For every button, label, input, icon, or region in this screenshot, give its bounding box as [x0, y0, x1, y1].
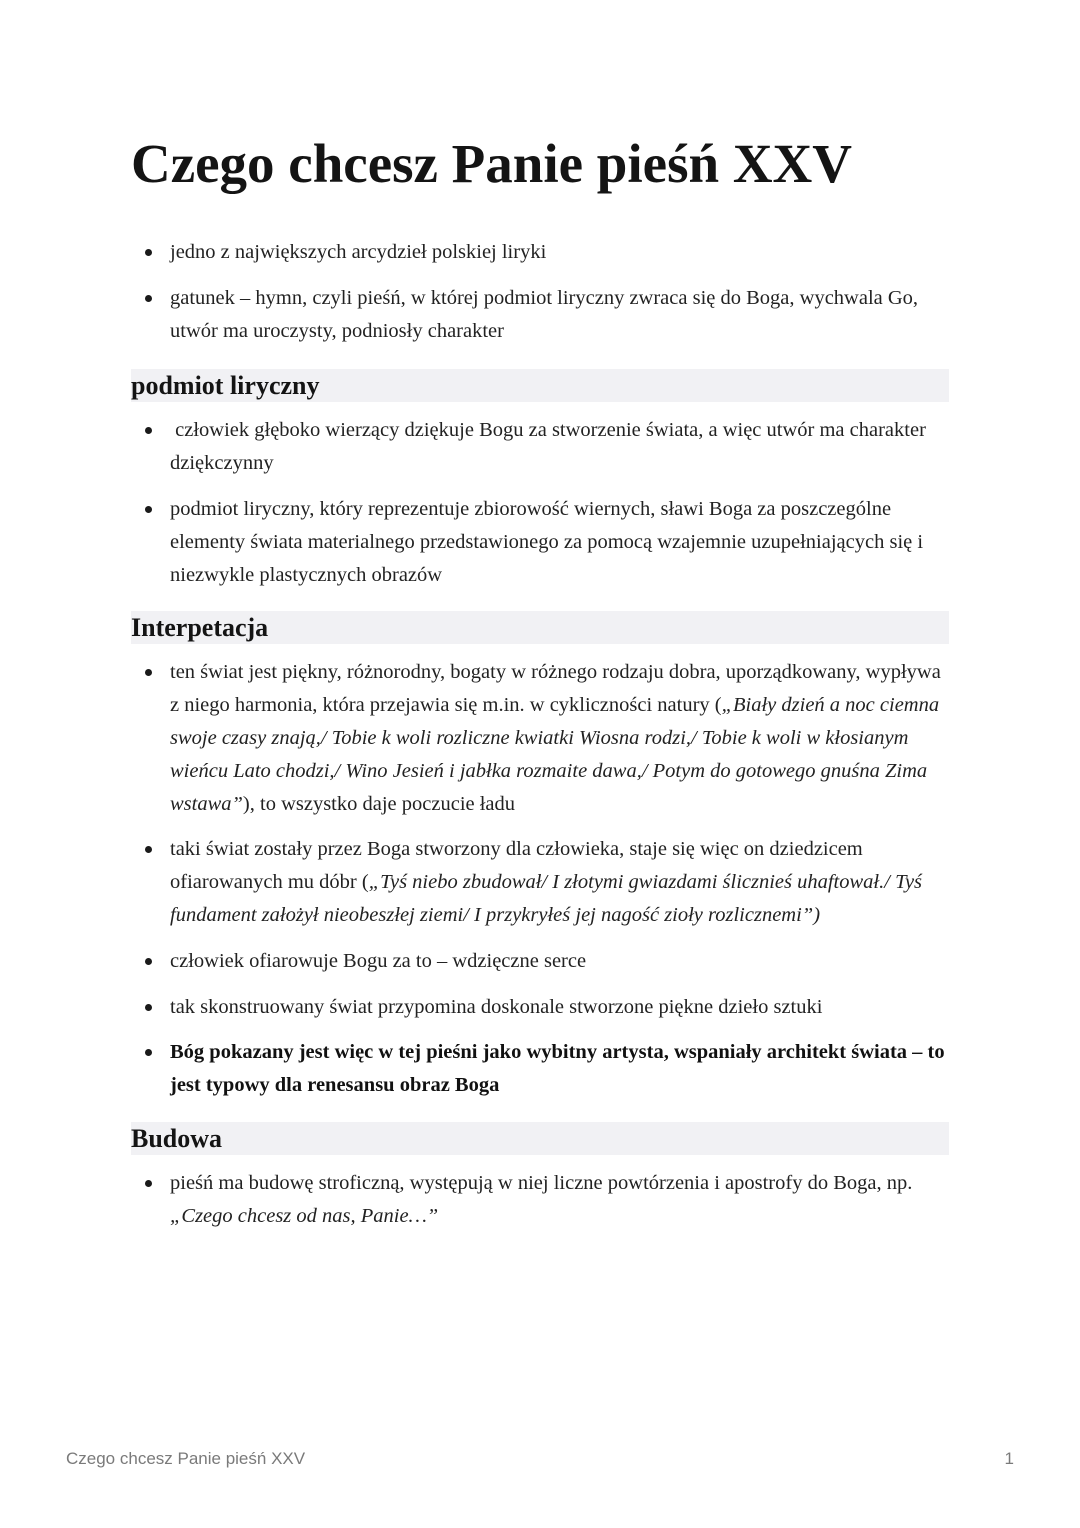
bullet-icon — [145, 1049, 152, 1056]
budowa-list — [131, 1167, 949, 1233]
bullet-icon — [145, 249, 152, 256]
bullet-icon — [145, 958, 152, 965]
list-item: człowiek głęboko wierzący dziękuje Bogu za stworzenie świata, a więc utwór ma charakter dziękczynny — [131, 414, 949, 480]
document-page — [131, 128, 949, 1246]
section-heading-interpretacja: Interpetacja — [131, 611, 949, 644]
list-item: gatunek – hymn, czyli pieśń, w której podmiot liryczny zwraca się do Boga, wychwala Go, utwór ma uroczysty, podniosły charakter — [131, 282, 949, 348]
bullet-icon — [145, 1180, 152, 1187]
list-item: podmiot liryczny, który reprezentuje zbiorowość wiernych, sławi Boga za poszczególne elementy świata materialnego przedstawionego za pomocą wzajemnie uzupełniających się i niezwykle plastycznych obrazów — [131, 493, 949, 591]
list-item: człowiek ofiarowuje Bogu za to – wdzięczne serce — [131, 945, 949, 978]
bullet-icon — [145, 295, 152, 302]
list-item: Bóg pokazany jest więc w tej pieśni jako wybitny artysta, wspaniały architekt świata – to jest typowy dla renesansu obraz Boga — [131, 1036, 949, 1102]
list-item: pieśń ma budowę stroficzną, występują w niej liczne powtórzenia i apostrofy do Boga, np. „Czego chcesz od nas, Panie…” — [131, 1167, 949, 1233]
bullet-icon — [145, 846, 152, 853]
section-heading-podmiot: podmiot liryczny — [131, 369, 949, 402]
list-item: taki świat zostały przez Boga stworzony dla człowieka, staje się więc on dziedzicem ofiarowanych mu dóbr („Tyś niebo zbudował/ I złotymi gwiazdami ślicznieś uhaftował./ Tyś fundament założył nieobeszłej ziemi/ I przykryłeś jej nagość zioły rozlicznemi”) — [131, 833, 949, 931]
list-item: ten świat jest piękny, różnorodny, bogaty w różnego rodzaju dobra, uporządkowany, wypływa z niego harmonia, która przejawia się m.in. w cykliczności natury („Biały dzień a noc ciemna swoje czasy znają,/ Tobie k woli rozliczne kwiatki Wiosna rodzi,/ Tobie k woli w kłosianym wieńcu Lato chodzi,/ Wino Jesień i jabłka rozmaite dawa,/ Potym do gotowego gnuśna Zima wstawa”), to wszystko daje poczucie ładu — [131, 656, 949, 820]
list-item: tak skonstruowany świat przypomina doskonale stworzone piękne dzieło sztuki — [131, 991, 949, 1024]
page-number: 1 — [1004, 1449, 1014, 1468]
interpretacja-list — [131, 656, 949, 1102]
quote: „Tyś niebo zbudował/ I złotymi gwiazdami ślicznieś uhaftował./ Tyś fundament założył nieobeszłej ziemi/ I przykryłeś jej nagość zioły rozlicznemi” — [170, 871, 923, 926]
bullet-icon — [145, 669, 152, 676]
footer-title: Czego chcesz Panie pieśń XXV — [66, 1449, 306, 1468]
bullet-icon — [145, 506, 152, 513]
quote: „Czego chcesz od nas, Panie…” — [170, 1204, 439, 1227]
podmiot-list — [131, 414, 949, 591]
list-item: jedno z największych arcydzieł polskiej liryki — [131, 236, 949, 269]
page-title: Czego chcesz Panie pieśń XXV — [131, 133, 852, 194]
bullet-icon — [145, 427, 152, 434]
quote: „Biały dzień a noc ciemna swoje czasy znają,/ Tobie k woli rozliczne kwiatki Wiosna rodzi,/ Tobie k woli w kłosianym wieńcu Lato chodzi,/ Wino Jesień i jabłka rozmaite dawa,/ Potym do gotowego gnuśna Zima wstawa” — [170, 694, 940, 815]
section-heading-budowa: Budowa — [131, 1122, 949, 1155]
intro-list — [131, 236, 949, 347]
bullet-icon — [145, 1004, 152, 1011]
